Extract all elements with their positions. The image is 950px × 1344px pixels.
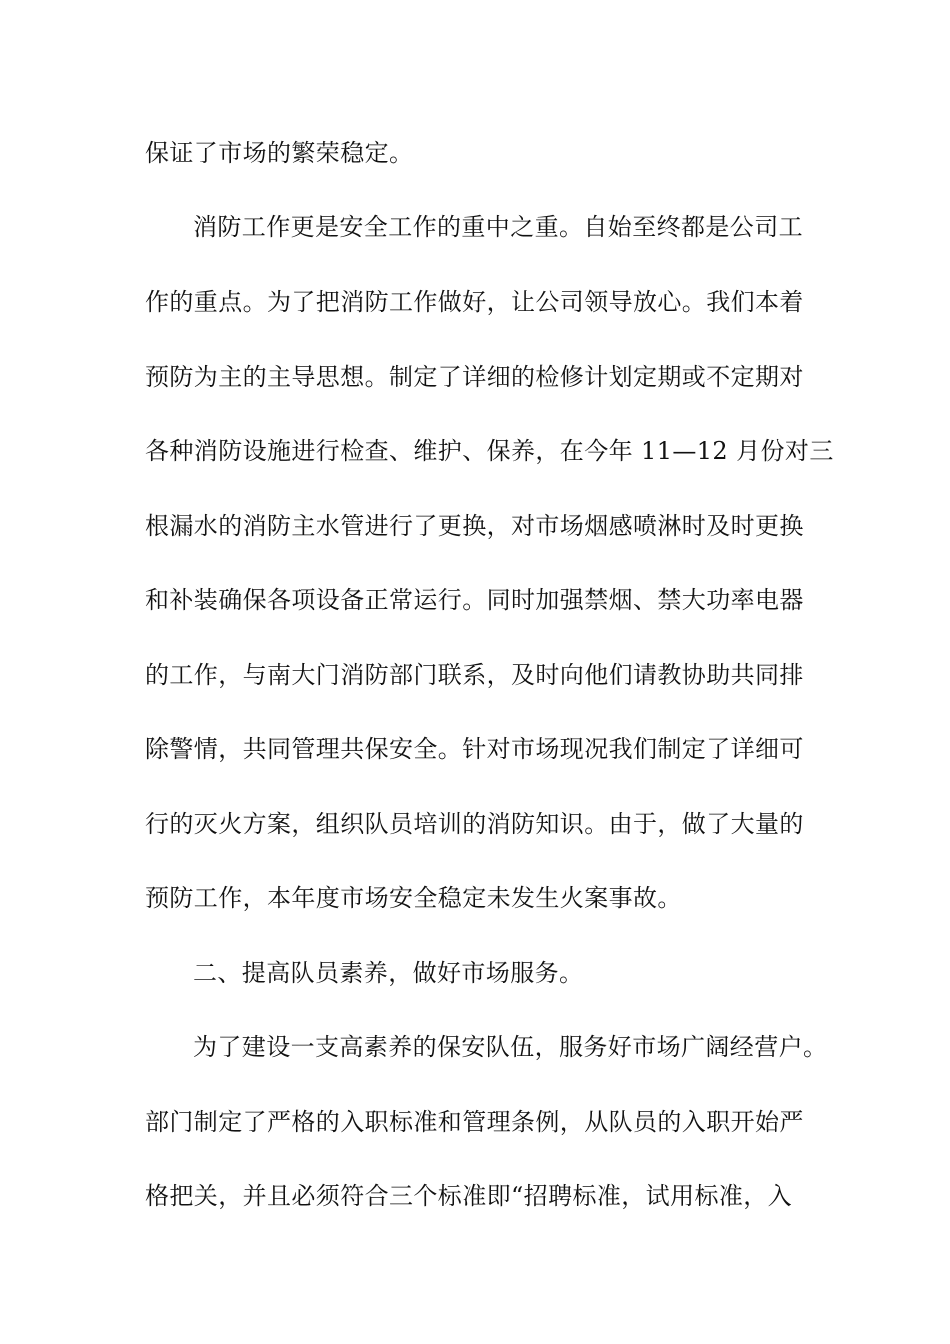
text-line: 各种消防设施进行检查、维护、保养，在今年 11—12 月份对三 <box>145 437 834 465</box>
paragraph-start-line: 消防工作更是安全工作的重中之重。自始至终都是公司工 <box>193 213 803 241</box>
section-heading: 二、提高队员素养，做好市场服务。 <box>193 959 584 987</box>
text-line: 预防工作，本年度市场安全稳定未发生火案事故。 <box>145 884 682 912</box>
text-line: 和补装确保各项设备正常运行。同时加强禁烟、禁大功率电器 <box>145 586 804 614</box>
text-line: 根漏水的消防主水管进行了更换，对市场烟感喷淋时及时更换 <box>145 512 804 540</box>
text-line: 格把关，并且必须符合三个标准即“招聘标准，试用标准，入 <box>145 1182 793 1210</box>
text-line: 行的灭火方案，组织队员培训的消防知识。由于，做了大量的 <box>145 810 804 838</box>
text-line: 预防为主的主导思想。制定了详细的检修计划定期或不定期对 <box>145 363 804 391</box>
paragraph-start-line: 为了建设一支高素养的保安队伍，服务好市场广阔经营户。 <box>193 1033 828 1061</box>
text-line: 保证了市场的繁荣稳定。 <box>145 139 414 167</box>
text-line: 除警情，共同管理共保安全。针对市场现况我们制定了详细可 <box>145 735 804 763</box>
text-line: 部门制定了严格的入职标准和管理条例，从队员的入职开始严 <box>145 1108 804 1136</box>
text-line: 作的重点。为了把消防工作做好，让公司领导放心。我们本着 <box>145 288 804 316</box>
text-line: 的工作，与南大门消防部门联系，及时向他们请教协助共同排 <box>145 661 804 689</box>
